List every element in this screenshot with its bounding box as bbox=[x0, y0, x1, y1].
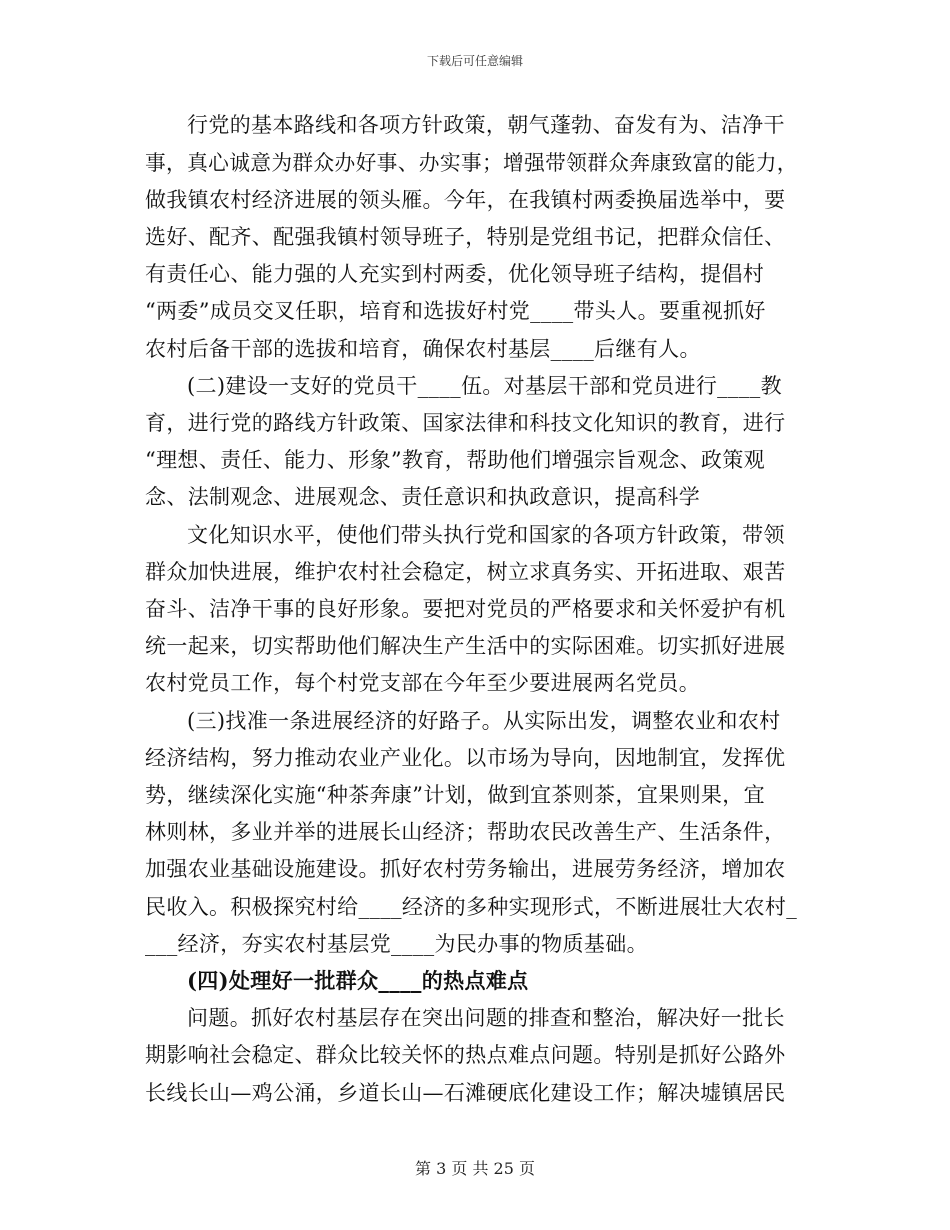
text-line: “两委”成员交叉任职，培育和选拔好村党____带头人。要重视抓好 bbox=[145, 299, 766, 323]
text-line: 群众加快进展，维护农村社会稳定，树立求真务实、开拓进取、艰苦 bbox=[145, 560, 786, 584]
text-line: 做我镇农村经济进展的领头雁。今年，在我镇村两委换届选举中，要 bbox=[145, 188, 786, 212]
text-line: 农村后备干部的选拔和培育，确保农村基层____后继有人。 bbox=[145, 337, 701, 361]
text-line: 势，继续深化实施“种茶奔康”计划，做到宜茶则茶，宜果则果，宜 bbox=[145, 783, 765, 807]
text-line: 统一起来，切实帮助他们解决生产生活中的实际困难。切实抓好进展 bbox=[145, 634, 786, 658]
text-line: 文化知识水平，使他们带头执行党和国家的各项方针政策，带领 bbox=[187, 523, 785, 547]
text-line: 经济结构，努力推动农业产业化。以市场为导向，因地制宜，发挥优 bbox=[145, 746, 786, 770]
text-line: 林则林，多业并举的进展长山经济；帮助农民改善生产、生活条件， bbox=[145, 820, 786, 844]
section-heading-4: (四)处理好一批群众____的热点难点 bbox=[187, 968, 529, 993]
text-line: 选好、配齐、配强我镇村领导班子，特别是党组书记，把群众信任、 bbox=[145, 225, 786, 249]
text-line: 行党的基本路线和各项方针政策，朝气蓬勃、奋发有为、洁净干 bbox=[187, 113, 785, 137]
text-line: “理想、责任、能力、形象”教育，帮助他们增强宗旨观念、政策观 bbox=[145, 448, 765, 472]
section-heading-2: (二)建设一支好的党员干____伍。对基层干部和党员进行____教 bbox=[187, 374, 782, 398]
text-line: 育，进行党的路线方针政策、国家法律和科技文化知识的教育，进行 bbox=[145, 411, 786, 435]
text-line: 事，真心诚意为群众办好事、办实事；增强带领群众奔康致富的能力， bbox=[145, 151, 798, 175]
page-header-note: 下载后可任意编辑 bbox=[426, 54, 523, 68]
text-line: 念、法制观念、进展观念、责任意识和执政意识，提高科学 bbox=[145, 485, 701, 509]
text-line: ___经济，夯实农村基层党____为民办事的物质基础。 bbox=[145, 932, 648, 956]
text-line: 期影响社会稳定、群众比较关怀的热点难点问题。特别是抓好公路外 bbox=[145, 1043, 786, 1067]
text-line: 问题。抓好农村基层存在突出问题的排查和整治，解决好一批长 bbox=[187, 1006, 785, 1030]
text-line: 民收入。积极探究村给____经济的多种实现形式，不断进展壮大农村_ bbox=[145, 895, 798, 919]
text-line: 奋斗、洁净干事的良好形象。要把对党员的严格要求和关怀爱护有机 bbox=[145, 597, 786, 621]
text-line: 加强农业基础设施建设。抓好农村劳务输出，进展劳务经济，增加农 bbox=[145, 857, 786, 881]
page-number: 第 3 页 共 25 页 bbox=[415, 1159, 535, 1178]
section-heading-3: (三)找准一条进展经济的好路子。从实际出发，调整农业和农村 bbox=[187, 709, 781, 733]
text-line: 有责任心、能力强的人充实到村两委，优化领导班子结构，提倡村 bbox=[145, 262, 765, 286]
text-line: 长线长山—鸡公涌，乡道长山—石滩硬底化建设工作；解决墟镇居民 bbox=[145, 1081, 786, 1105]
text-line: 农村党员工作，每个村党支部在今年至少要进展两名党员。 bbox=[145, 671, 701, 695]
